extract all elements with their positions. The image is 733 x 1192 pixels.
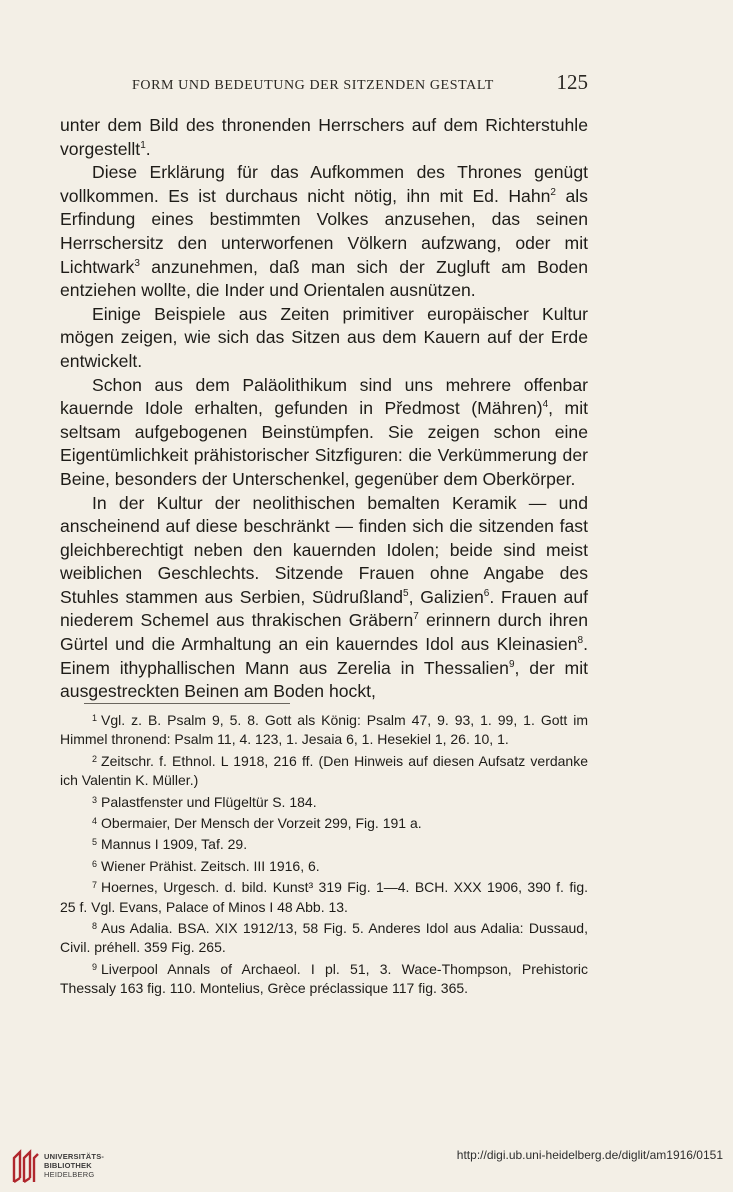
paragraph: unter dem Bild des thronenden Herrschers auf dem Richterstuhle vorgestellt$^1$. (60, 115, 588, 159)
paragraph: Diese Erklärung für das Aufkommen des Thrones genügt vollkommen. Es ist durchaus nicht nötig, ihn mit Ed. Hahn$^2$ als Erfindung eines bestimmten Volkes anzusehen, das seinen Herrschersitz den unterworfenen Völkern aufzwang, oder mit Lichtwark$^3$ anzunehmen, daß man sich der Zugluft am Boden entziehen wollte, die Inder und Orientalen ausnützen. (60, 162, 588, 301)
footnote-ref[interactable]: 2 (550, 186, 556, 198)
footnote: $^2$ Zeitschr. f. Ethnol. L 1918, 216 ff. (Den Hinweis auf diesen Aufsatz verdanke ich Valentin K. Müller.) (60, 752, 588, 789)
footnote: $^4$ Obermaier, Der Mensch der Vorzeit 299, Fig. 191 a. (92, 815, 422, 832)
footnote-ref[interactable]: 9 (508, 658, 515, 670)
paragraph: In der Kultur der neolithischen bemalten Keramik — und anscheinend auf diese beschränkt — finden sich die sitzenden fast gleichberechtigt neben den kauernden Idolen; beide sind meist weiblichen Geschlechts. Sitzende Frauen ohne Angabe des Stuhles stammen aus Serbien, Südrußland$^5$, Galizien$^6$. Frauen auf niederem Schemel aus thrakischen Gräbern$^7$ erinnern durch ihren Gürtel und die Armhaltung an ein kauerndes Idol aus Kleinasien$^8$. Einem ithyphallischen Mann aus Zerelia in Thessalien$^9$, der mit ausgestreckten Beinen am Boden hockt, (60, 492, 589, 702)
footnote: $^1$ Vgl. z. B. Psalm 9, 5. 8. Gott als König: Psalm 47, 9. 93, 1. 99, 1. Gott im Himmel thronend: Psalm 11, 4. 123, 1. Jesaia 6, 1. Hesekiel 1, 26. 10, 1. (60, 712, 588, 748)
page-number: 125 (556, 70, 588, 94)
running-title: FORM UND BEDEUTUNG DER SITZENDEN GESTALT (132, 78, 494, 93)
footnote-ref[interactable]: 3 (134, 257, 140, 269)
footnote: $^7$ Hoernes, Urgesch. d. bild. Kunst³ 319 Fig. 1—4. BCH. XXX 1906, 390 f. fig. 25 f. Vgl. Evans, Palace of Minos I 48 Abb. 13. (60, 879, 588, 915)
body-text (60, 114, 588, 704)
paragraph: Einige Beispiele aus Zeiten primitiver europäischer Kultur mögen zeigen, wie sich das Sitzen aus dem Kauern auf der Erde entwickelt. (60, 303, 588, 371)
library-logo[interactable] (6, 1146, 146, 1188)
footnote-ref[interactable]: 1 (140, 139, 146, 151)
footnote: $^9$ Liverpool Annals of Archaeol. I pl. 51, 3. Wace-Thompson, Prehistoric Thessaly 163 fig. 110. Montelius, Grèce préclassique 117 fig. 365. (60, 960, 588, 997)
footnote-ref[interactable]: 6 (483, 587, 490, 599)
footnote-divider (84, 703, 290, 704)
library-name: UNIVERSITÄTS- BIBLIOTHEK HEIDELBERG (44, 1152, 105, 1179)
footnote-ref[interactable]: 4 (542, 399, 549, 411)
footnote-ref[interactable]: 5 (403, 587, 409, 599)
footnote-ref[interactable]: 7 (413, 611, 419, 623)
footnotes (60, 709, 588, 999)
footnote: $^5$ Mannus I 1909, Taf. 29. (92, 836, 248, 853)
library-seal-icon (10, 1148, 40, 1184)
page-header (60, 70, 590, 100)
permalink-url[interactable]: http://digi.ub.uni-heidelberg.de/diglit/am1916/0151 (456, 1148, 723, 1162)
footnote: $^3$ Palastfenster und Flügeltür S. 184. (92, 793, 317, 810)
paragraph: Schon aus dem Paläolithikum sind uns mehrere offenbar kauernde Idole erhalten, gefunden in Předmost (Mähren)$^4$, mit seltsam aufgebogenen Beinstümpfen. Sie zeigen schon eine Eigentümlichkeit prähistorischer Sitzfiguren: die Verkümmerung der Beine, besonders der Unterschenkel, gegenüber dem Oberkörper. (60, 374, 588, 489)
footnote-ref[interactable]: 8 (577, 635, 584, 647)
footnote: $^6$ Wiener Prähist. Zeitsch. III 1916, 6. (92, 857, 320, 874)
footnote: $^8$ Aus Adalia. BSA. XIX 1912/13, 58 Fig. 5. Anderes Idol aus Adalia: Dussaud, Civil. préhell. 359 Fig. 265. (60, 920, 588, 956)
